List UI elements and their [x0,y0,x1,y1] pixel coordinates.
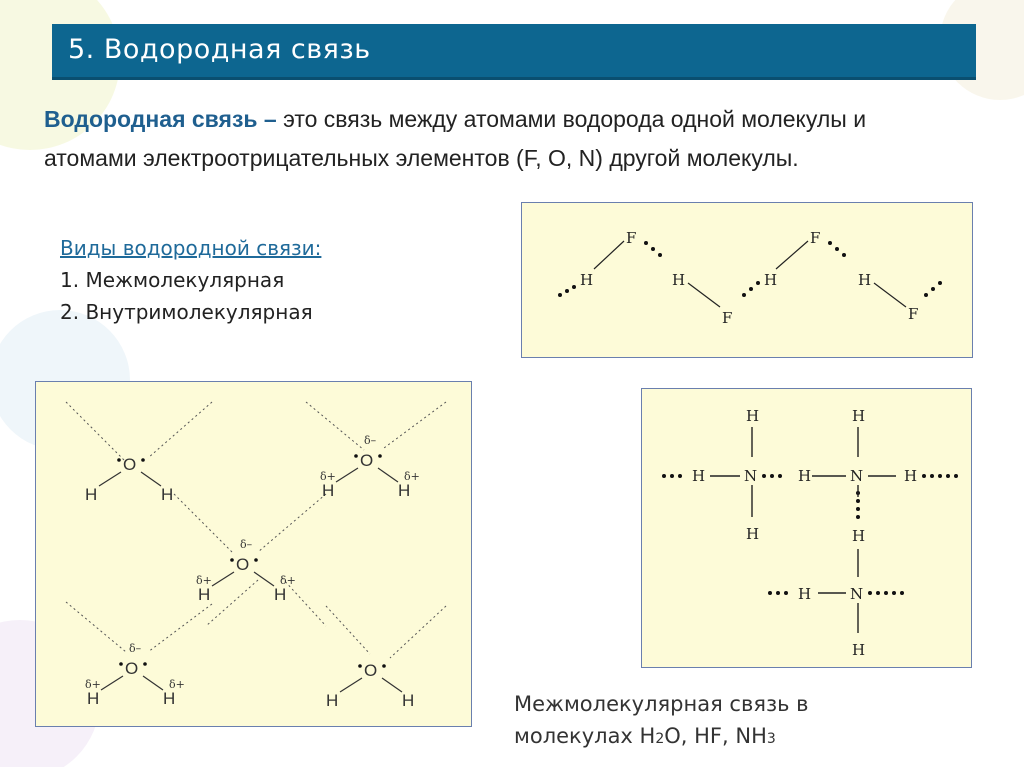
hydrogen-bond-dot [662,474,666,478]
definition-text: это связь между атомами водорода одной молекулы и атомами электроотрицательных элементов (F, O, N) другой молекулы. [44,106,867,171]
lone-pair-dot [354,454,358,458]
covalent-bond [254,572,274,586]
covalent-bond [382,678,402,692]
hf-atom-h: H [858,271,872,289]
hydrogen-atom: H [402,691,415,710]
covalent-bond [143,676,163,690]
hydrogen-bond-line [258,494,326,552]
hydrogen-bond-line [384,402,446,448]
caption-subscript: 2 [655,731,665,747]
lone-pair-dot [254,558,258,562]
hydrogen-bond-dot [770,474,774,478]
oxygen-atom: O [364,661,378,680]
hydrogen-bond-dot [884,591,888,595]
hf-atom-h: H [580,271,594,289]
ammonia-hydrogen: H [692,467,706,485]
covalent-bond [141,472,161,486]
ammonia-nitrogen: N [850,585,864,603]
hydrogen-bond-dot [678,474,682,478]
hydrogen-atom: H [322,481,335,500]
delta-minus-label: δ– [240,538,253,551]
covalent-bond [212,572,234,586]
caption-text: молекулах H [514,724,656,748]
hydrogen-atom: H [274,585,287,604]
lone-pair-dot [358,664,362,668]
slide-title: 5. Водородная связь [68,34,371,65]
hf-atom-f: F [722,309,733,327]
ammonia-hydrogen: H [904,467,918,485]
ammonia-diagram-panel [641,388,972,668]
hydrogen-bond-dot [900,591,904,595]
hydrogen-bond-dot [856,515,860,519]
delta-plus-label: δ+ [85,678,101,691]
delta-plus-label: δ+ [320,470,336,483]
lone-pair-dot [230,558,234,562]
ammonia-hydrogen: H [746,525,760,543]
water-network-diagram [36,382,473,728]
hydrogen-bond-dot [776,591,780,595]
hf-diagram-panel [521,202,973,358]
hf-atom-f: F [626,229,637,247]
lone-pair-dot [143,662,147,666]
ammonia-hydrogen: H [852,527,866,545]
title-bar [52,24,976,80]
hydrogen-bond-dot [768,591,772,595]
ammonia-network-diagram [642,389,973,669]
hydrogen-bond-line [148,402,212,458]
hydrogen-bond-dot [930,474,934,478]
hydrogen-bond-dot [922,474,926,478]
hydrogen-bond-line [66,602,126,652]
hf-atom-h: H [672,271,686,289]
delta-minus-label: δ– [364,434,377,447]
oxygen-atom: O [125,659,139,678]
hydrogen-bond-line [174,494,232,552]
definition-paragraph [44,100,944,178]
oxygen-atom: O [236,555,250,574]
ammonia-nitrogen: N [744,467,758,485]
hydrogen-bond-dot [946,474,950,478]
delta-plus-label: δ+ [196,574,212,587]
hydrogen-bond-dot [856,507,860,511]
hydrogen-bond-line [66,402,124,460]
hydrogen-bond-dot [954,474,958,478]
hydrogen-bond-dot [778,474,782,478]
hydrogen-bond-line [390,606,446,658]
covalent-bond [340,678,362,692]
covalent-bond [336,468,358,482]
bond-type-item: 1. Межмолекулярная [60,268,285,292]
water-diagram-panel [35,381,472,727]
hydrogen-atom: H [398,481,411,500]
hydrogen-bond-dot [868,591,872,595]
lone-pair-dot [141,458,145,462]
ammonia-hydrogen: H [852,641,866,659]
covalent-bond [378,468,398,482]
lone-pair-dot [117,458,121,462]
covalent-bond [101,676,123,690]
hydrogen-bond-line [326,606,370,654]
oxygen-atom: O [360,451,374,470]
lone-pair-dot [119,662,123,666]
hydrogen-bond-dot [762,474,766,478]
delta-plus-label: δ+ [280,574,296,587]
delta-plus-label: δ+ [169,678,185,691]
ammonia-hydrogen: H [852,407,866,425]
hydrogen-atom: H [198,585,211,604]
ammonia-hydrogen: H [798,585,812,603]
hydrogen-bond-dot [856,499,860,503]
hydrogen-bond-dot [784,591,788,595]
hf-atom-f: F [908,305,919,323]
bond-type-item: 2. Внутримолекулярная [60,300,313,324]
hydrogen-bond-dot [892,591,896,595]
ammonia-nitrogen: N [850,467,864,485]
hf-atom-f: F [810,229,821,247]
hydrogen-bond-dot [938,474,942,478]
ammonia-hydrogen: H [798,467,812,485]
hydrogen-atom: H [87,689,100,708]
ammonia-hydrogen: H [746,407,760,425]
hydrogen-bond-line [148,604,212,652]
hf-chain-diagram [522,203,974,359]
hydrogen-bond-dot [670,474,674,478]
caption-text: O, HF, NH [664,724,767,748]
caption-line-2 [514,720,809,755]
hf-atom-h: H [764,271,778,289]
hydrogen-bond-dot [876,591,880,595]
delta-minus-label: δ– [129,642,142,655]
caption-subscript: 3 [766,731,776,747]
diagram-caption [514,688,809,755]
covalent-bond [99,472,121,486]
caption-line-1: Межмолекулярная связь в [514,692,809,716]
lone-pair-dot [378,454,382,458]
hydrogen-atom: H [161,485,174,504]
lone-pair-dot [382,664,386,668]
hydrogen-bond-line [206,580,258,626]
definition-term: Водородная связь – [44,106,277,132]
hydrogen-atom: H [326,691,339,710]
hydrogen-atom: H [163,689,176,708]
delta-plus-label: δ+ [404,470,420,483]
oxygen-atom: O [123,455,137,474]
hydrogen-bond-line [306,402,364,450]
hydrogen-atom: H [85,485,98,504]
bond-types-heading: Виды водородной связи: [60,236,322,260]
bond-types-list [60,232,321,328]
